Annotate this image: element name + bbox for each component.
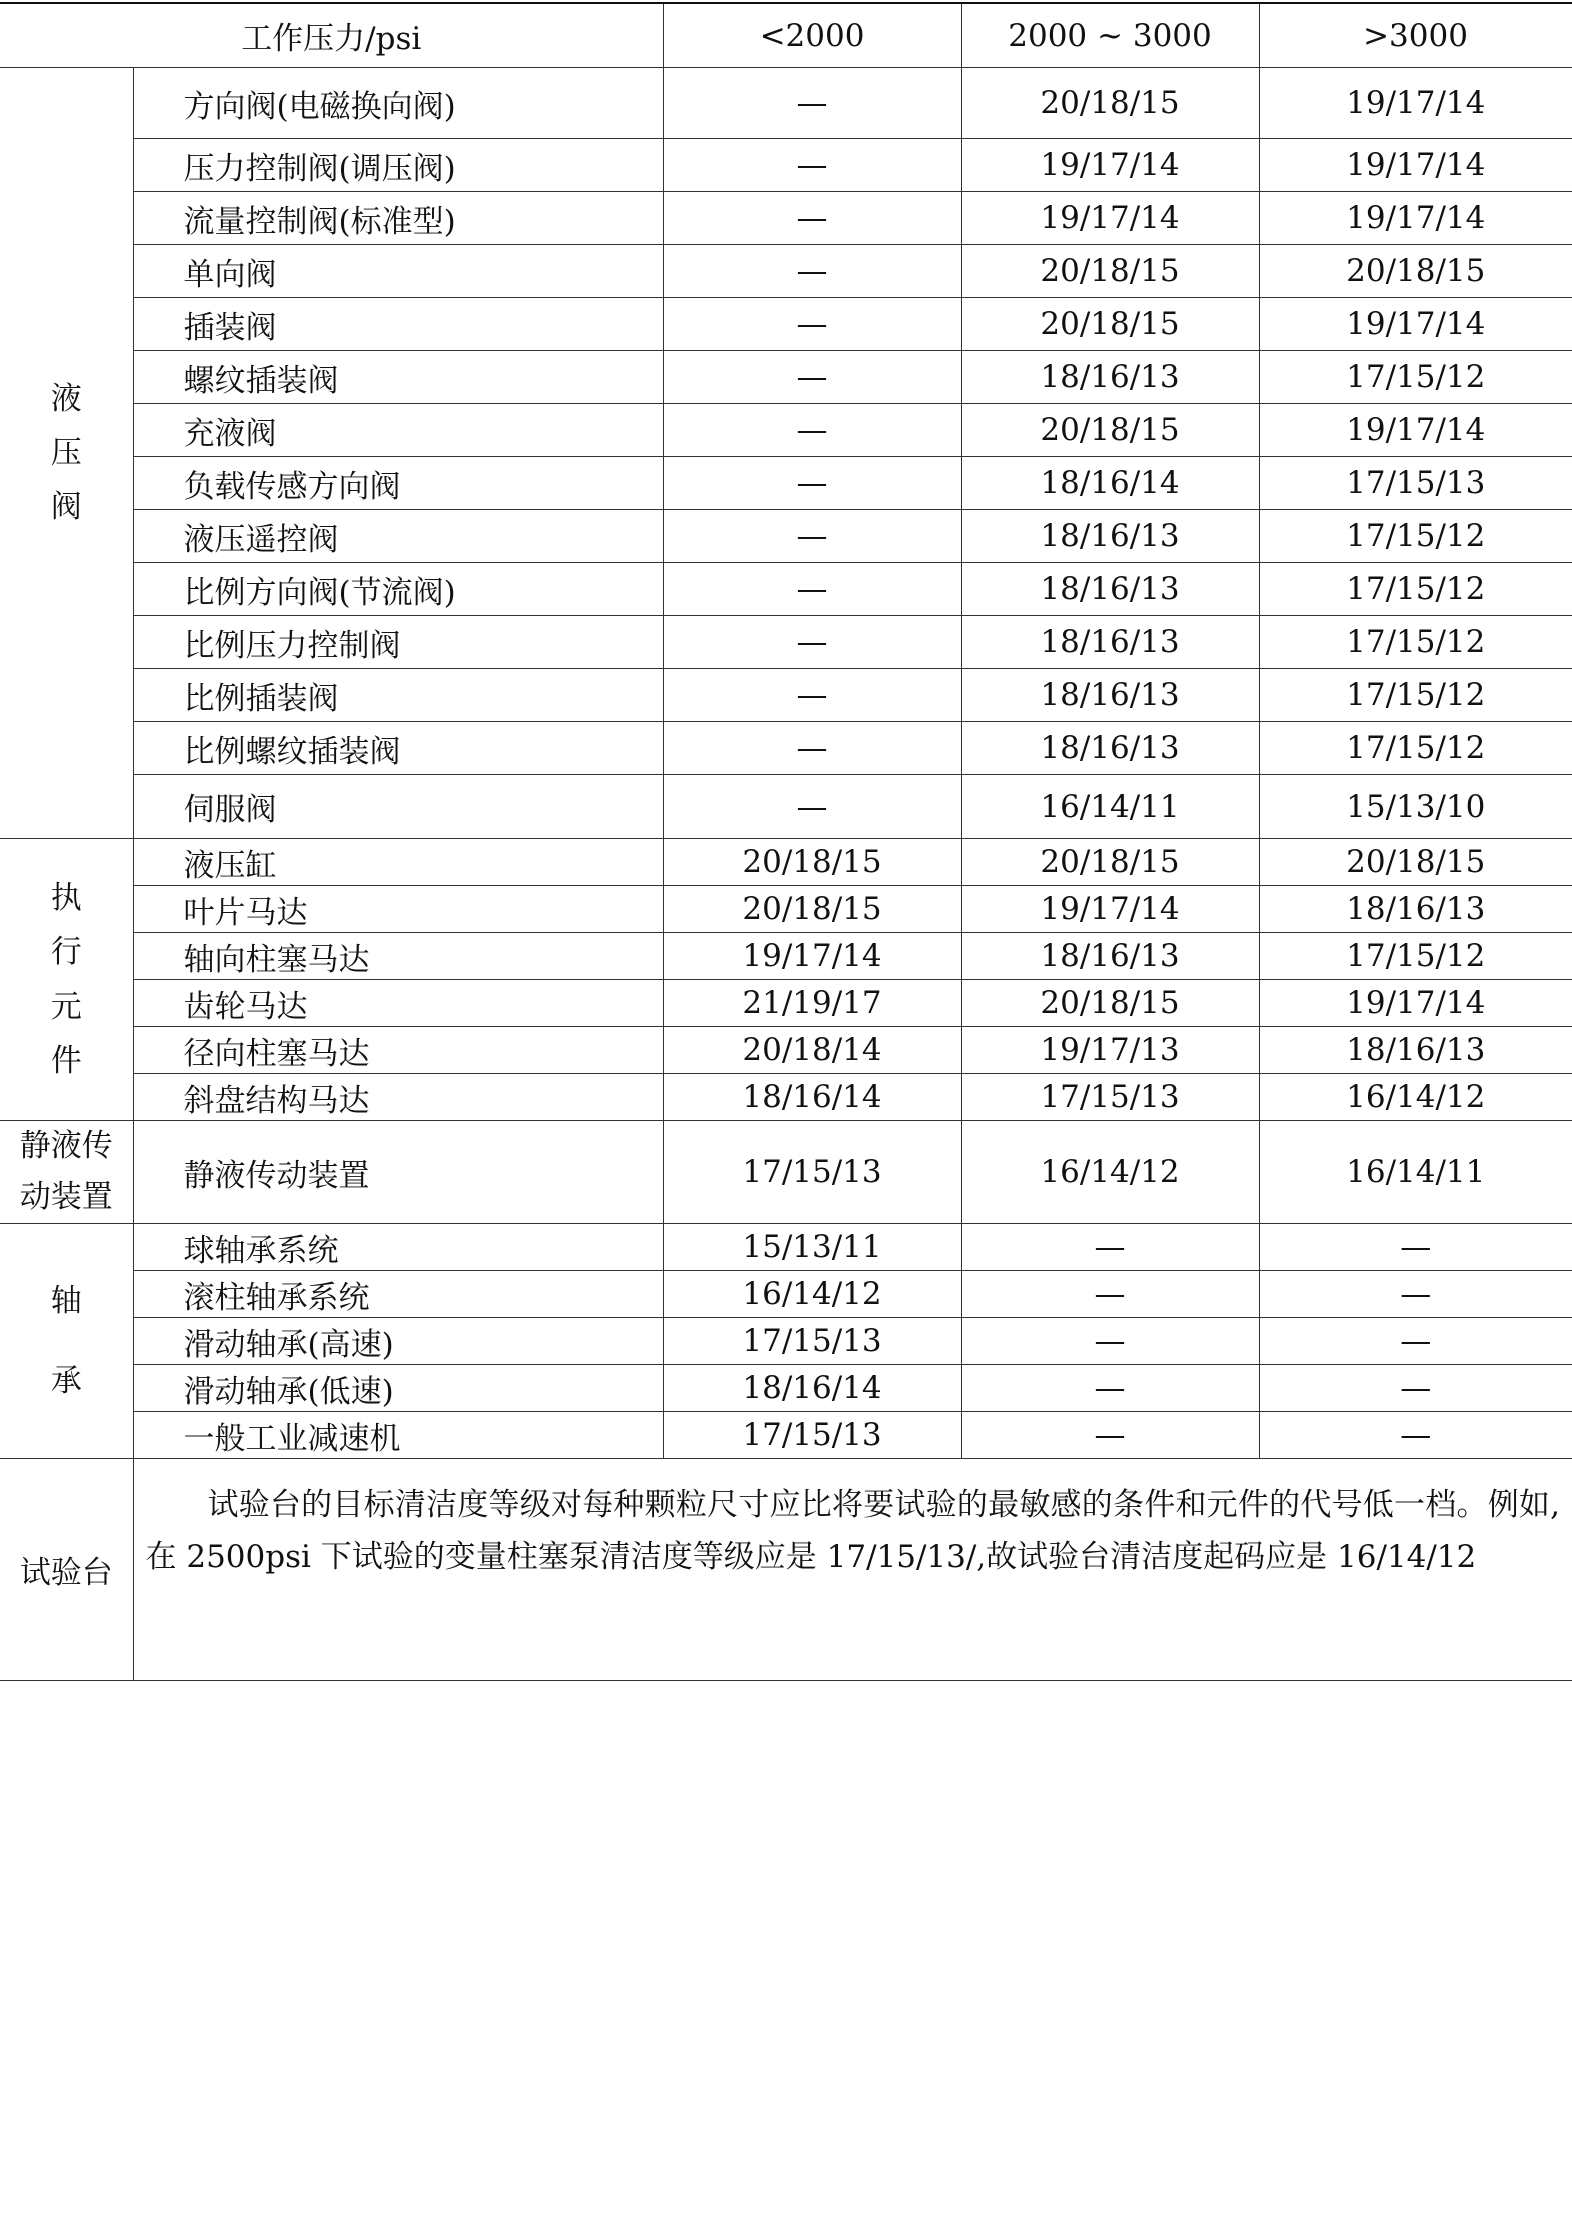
- cleanliness-code-table: [0, 2, 1572, 1681]
- value-cell: 19/17/14: [1259, 298, 1572, 351]
- table-body: [0, 68, 1572, 1681]
- test-bench-note: 试验台的目标清洁度等级对每种颗粒尺寸应比将要试验的最敏感的条件和元件的代号低一档。例如,在 2500psi 下试验的变量柱塞泵清洁度等级应是 17/15/13/,故试验台清洁度起码应是 16/14/12: [145, 1487, 1560, 1576]
- table-row: [0, 1365, 1572, 1412]
- value-cell: 18/16/13: [961, 722, 1259, 775]
- item-name-cell: 轴向柱塞马达: [133, 933, 663, 980]
- test-bench-row: [0, 1459, 1572, 1681]
- header-row: [0, 3, 1572, 68]
- category-label: 轴承: [50, 1282, 82, 1400]
- value-cell: 20/18/15: [1259, 839, 1572, 886]
- item-name-cell: 径向柱塞马达: [133, 1027, 663, 1074]
- value-cell: 20/18/15: [961, 298, 1259, 351]
- value-cell: —: [663, 775, 961, 839]
- column-header-high: >3000: [1259, 3, 1572, 68]
- value-cell: 17/15/13: [663, 1121, 961, 1224]
- item-name-cell: 比例方向阀(节流阀): [133, 563, 663, 616]
- item-name-cell: 流量控制阀(标准型): [133, 192, 663, 245]
- table-row: [0, 298, 1572, 351]
- item-name-cell: 叶片马达: [133, 886, 663, 933]
- value-cell: 18/16/13: [961, 669, 1259, 722]
- item-name-cell: 齿轮马达: [133, 980, 663, 1027]
- value-cell: 15/13/10: [1259, 775, 1572, 839]
- value-cell: 18/16/13: [961, 933, 1259, 980]
- value-cell: —: [1259, 1412, 1572, 1459]
- category-cell: [0, 1121, 133, 1224]
- value-cell: 18/16/13: [961, 510, 1259, 563]
- table-row: [0, 933, 1572, 980]
- item-name-cell: 液压遥控阀: [133, 510, 663, 563]
- value-cell: 20/18/15: [663, 886, 961, 933]
- table-row: [0, 1412, 1572, 1459]
- table-row: [0, 669, 1572, 722]
- value-cell: 20/18/15: [961, 980, 1259, 1027]
- value-cell: 18/16/13: [961, 563, 1259, 616]
- value-cell: 20/18/15: [961, 839, 1259, 886]
- value-cell: —: [1259, 1271, 1572, 1318]
- value-cell: 16/14/12: [663, 1271, 961, 1318]
- value-cell: 18/16/14: [961, 457, 1259, 510]
- item-name-cell: 比例插装阀: [133, 669, 663, 722]
- table-row: [0, 139, 1572, 192]
- value-cell: 15/13/11: [663, 1224, 961, 1271]
- value-cell: —: [663, 139, 961, 192]
- category-label: 静液传动装置: [19, 1128, 113, 1216]
- category-cell: [0, 1459, 133, 1681]
- item-name-cell: 螺纹插装阀: [133, 351, 663, 404]
- value-cell: 17/15/12: [1259, 722, 1572, 775]
- table-row: [0, 1074, 1572, 1121]
- value-cell: 16/14/11: [961, 775, 1259, 839]
- value-cell: —: [663, 457, 961, 510]
- item-name-cell: 一般工业减速机: [133, 1412, 663, 1459]
- value-cell: 18/16/13: [1259, 886, 1572, 933]
- item-name-cell: 单向阀: [133, 245, 663, 298]
- value-cell: —: [1259, 1224, 1572, 1271]
- item-name-cell: 比例压力控制阀: [133, 616, 663, 669]
- value-cell: 20/18/15: [961, 404, 1259, 457]
- value-cell: 17/15/13: [1259, 457, 1572, 510]
- item-name-cell: 比例螺纹插装阀: [133, 722, 663, 775]
- item-name-cell: 伺服阀: [133, 775, 663, 839]
- value-cell: 17/15/12: [1259, 669, 1572, 722]
- value-cell: 17/15/13: [663, 1412, 961, 1459]
- table-row: [0, 722, 1572, 775]
- category-label: 液压阀: [50, 380, 82, 526]
- value-cell: —: [663, 245, 961, 298]
- item-name-cell: 插装阀: [133, 298, 663, 351]
- value-cell: 19/17/14: [1259, 139, 1572, 192]
- category-label: 试验台: [19, 1555, 113, 1592]
- value-cell: 17/15/12: [1259, 510, 1572, 563]
- value-cell: 19/17/14: [1259, 68, 1572, 139]
- table-row: [0, 616, 1572, 669]
- value-cell: —: [663, 404, 961, 457]
- column-header-mid: 2000 ~ 3000: [961, 3, 1259, 68]
- table-row: [0, 1224, 1572, 1271]
- table-row: [0, 457, 1572, 510]
- table-row: [0, 351, 1572, 404]
- item-name-cell: 球轴承系统: [133, 1224, 663, 1271]
- table-row: [0, 404, 1572, 457]
- value-cell: —: [663, 68, 961, 139]
- value-cell: 21/19/17: [663, 980, 961, 1027]
- value-cell: —: [663, 351, 961, 404]
- value-cell: 19/17/14: [663, 933, 961, 980]
- value-cell: —: [961, 1412, 1259, 1459]
- table-row: [0, 510, 1572, 563]
- value-cell: —: [663, 510, 961, 563]
- item-name-cell: 静液传动装置: [133, 1121, 663, 1224]
- value-cell: 18/16/14: [663, 1365, 961, 1412]
- value-cell: 16/14/11: [1259, 1121, 1572, 1224]
- value-cell: 18/16/14: [663, 1074, 961, 1121]
- value-cell: 19/17/14: [1259, 192, 1572, 245]
- value-cell: 19/17/14: [961, 139, 1259, 192]
- value-cell: 18/16/13: [961, 616, 1259, 669]
- item-name-cell: 压力控制阀(调压阀): [133, 139, 663, 192]
- value-cell: —: [961, 1224, 1259, 1271]
- table-row: [0, 1121, 1572, 1224]
- value-cell: —: [961, 1271, 1259, 1318]
- value-cell: 20/18/15: [961, 245, 1259, 298]
- item-name-cell: 滑动轴承(高速): [133, 1318, 663, 1365]
- table-row: [0, 245, 1572, 298]
- value-cell: 19/17/14: [1259, 980, 1572, 1027]
- category-cell: [0, 839, 133, 1121]
- table-row: [0, 1318, 1572, 1365]
- value-cell: 18/16/13: [1259, 1027, 1572, 1074]
- table-row: [0, 1027, 1572, 1074]
- item-name-cell: 液压缸: [133, 839, 663, 886]
- value-cell: 19/17/14: [961, 886, 1259, 933]
- table-row: [0, 839, 1572, 886]
- test-bench-note-cell: [133, 1459, 1572, 1681]
- table-row: [0, 775, 1572, 839]
- item-name-cell: 滚柱轴承系统: [133, 1271, 663, 1318]
- value-cell: 17/15/12: [1259, 933, 1572, 980]
- value-cell: 16/14/12: [1259, 1074, 1572, 1121]
- value-cell: —: [961, 1318, 1259, 1365]
- pressure-header-label: 工作压力/psi: [0, 3, 663, 68]
- value-cell: 16/14/12: [961, 1121, 1259, 1224]
- value-cell: —: [663, 192, 961, 245]
- value-cell: 17/15/13: [663, 1318, 961, 1365]
- table-row: [0, 192, 1572, 245]
- value-cell: 18/16/13: [961, 351, 1259, 404]
- table-row: [0, 563, 1572, 616]
- value-cell: —: [663, 722, 961, 775]
- table-row: [0, 886, 1572, 933]
- table-row: [0, 1271, 1572, 1318]
- value-cell: 17/15/12: [1259, 351, 1572, 404]
- value-cell: —: [1259, 1365, 1572, 1412]
- category-cell: [0, 1224, 133, 1459]
- item-name-cell: 充液阀: [133, 404, 663, 457]
- item-name-cell: 斜盘结构马达: [133, 1074, 663, 1121]
- category-label: 执行元件: [50, 880, 82, 1079]
- item-name-cell: 方向阀(电磁换向阀): [133, 68, 663, 139]
- value-cell: 19/17/13: [961, 1027, 1259, 1074]
- item-name-cell: 滑动轴承(低速): [133, 1365, 663, 1412]
- item-name-cell: 负载传感方向阀: [133, 457, 663, 510]
- table-row: [0, 68, 1572, 139]
- value-cell: —: [663, 616, 961, 669]
- value-cell: 20/18/15: [663, 839, 961, 886]
- value-cell: 17/15/12: [1259, 616, 1572, 669]
- value-cell: 20/18/14: [663, 1027, 961, 1074]
- column-header-low: <2000: [663, 3, 961, 68]
- value-cell: 19/17/14: [1259, 404, 1572, 457]
- table-row: [0, 980, 1572, 1027]
- value-cell: —: [1259, 1318, 1572, 1365]
- value-cell: —: [961, 1365, 1259, 1412]
- value-cell: 20/18/15: [1259, 245, 1572, 298]
- value-cell: 17/15/13: [961, 1074, 1259, 1121]
- value-cell: —: [663, 669, 961, 722]
- value-cell: —: [663, 563, 961, 616]
- value-cell: 19/17/14: [961, 192, 1259, 245]
- value-cell: 20/18/15: [961, 68, 1259, 139]
- value-cell: —: [663, 298, 961, 351]
- category-cell: [0, 68, 133, 839]
- value-cell: 17/15/12: [1259, 563, 1572, 616]
